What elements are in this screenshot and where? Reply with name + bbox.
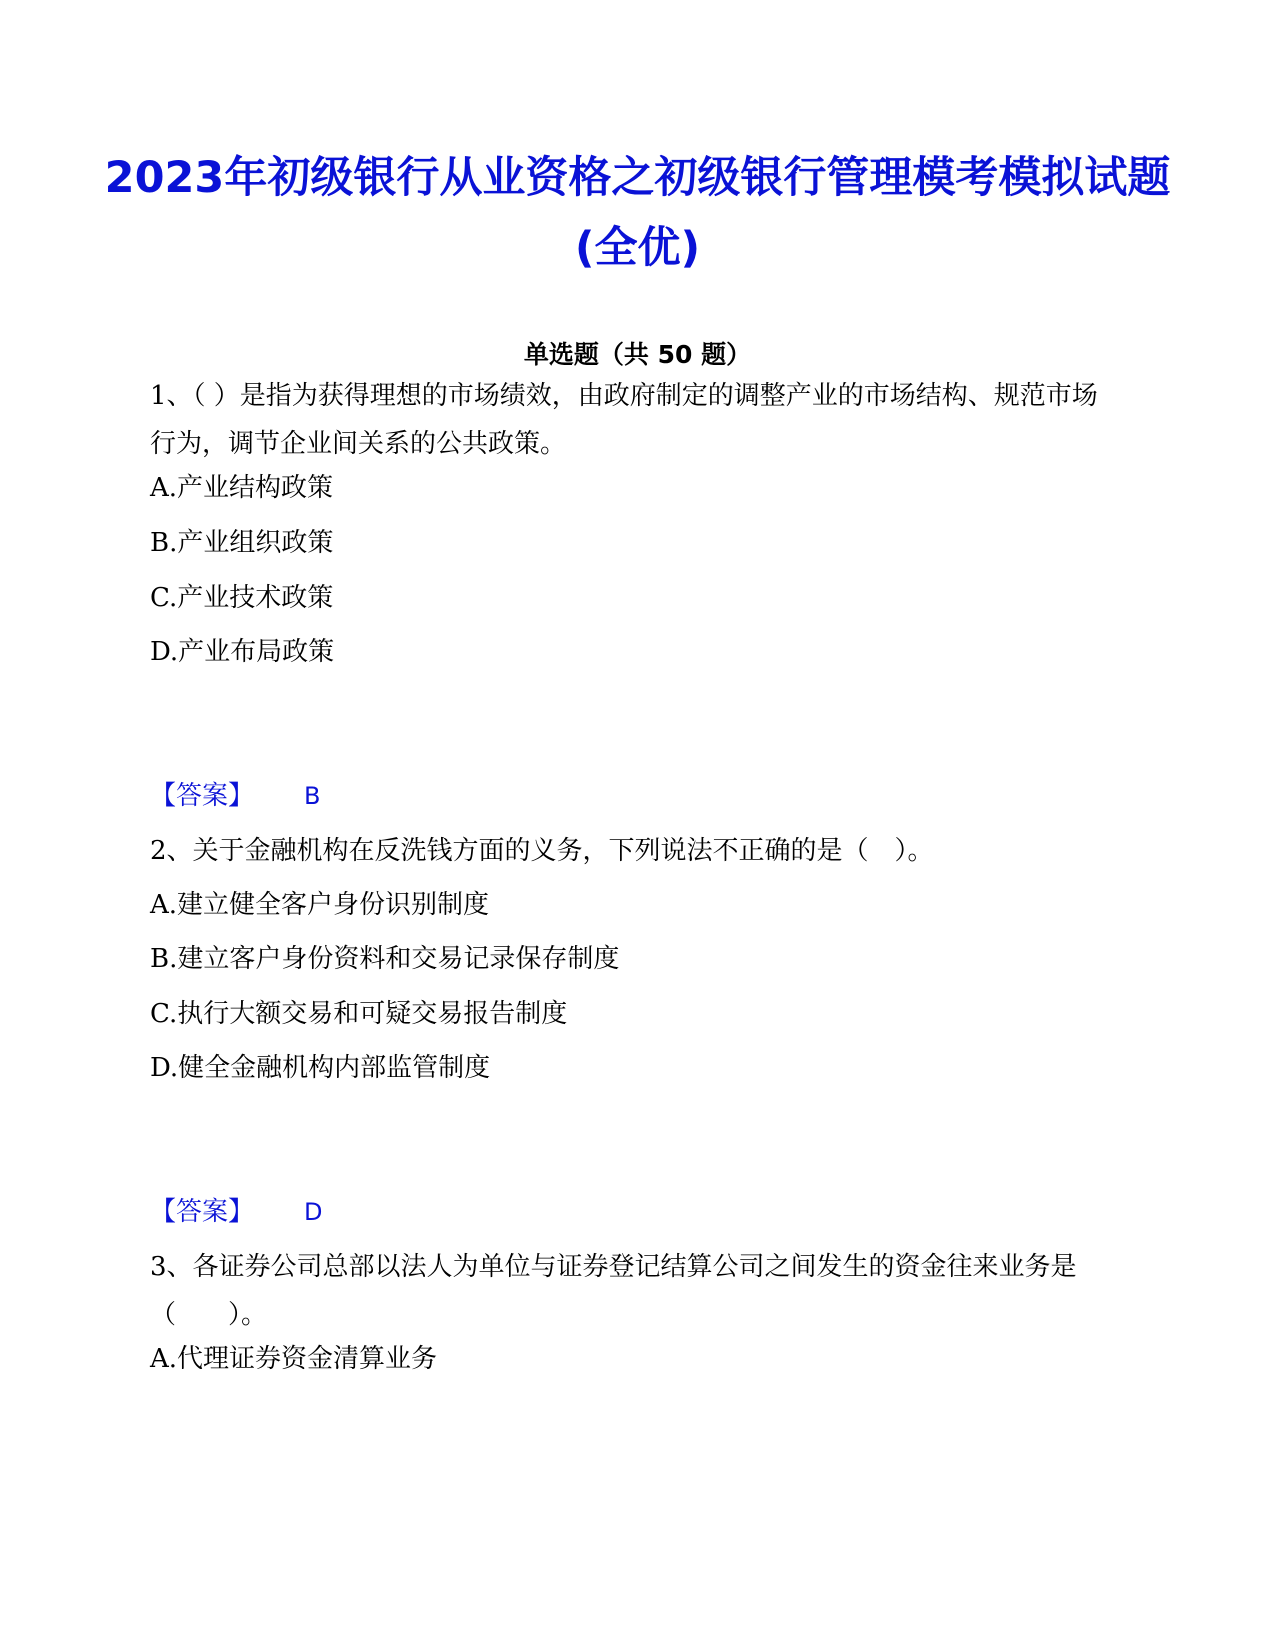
question-2-answer <box>150 1192 323 1232</box>
question-1-option-c: C.产业技术政策 <box>150 583 334 613</box>
answer-value: D <box>304 1198 323 1226</box>
answer-label: 【答案】 <box>150 1197 255 1227</box>
question-1-option-d: D.产业布局政策 <box>150 637 335 667</box>
question-2-stem: 2、关于金融机构在反洗钱方面的义务，下列说法不正确的是（ ）。 <box>150 836 934 866</box>
question-2-option-c: C.执行大额交易和可疑交易报告制度 <box>150 999 568 1029</box>
question-2-option-a: A.建立健全客户身份识别制度 <box>150 890 490 920</box>
question-1-stem: 1、（ ）是指为获得理想的市场绩效，由政府制定的调整产业的市场结构、规范市场行为，调节企业间关系的公共政策。 <box>150 381 1098 459</box>
question-2-option-b: B.建立客户身份资料和交易记录保存制度 <box>150 944 620 974</box>
question-1-option-a: A.产业结构政策 <box>150 473 334 503</box>
question-1-option-b: B.产业组织政策 <box>150 528 334 558</box>
answer-label: 【答案】 <box>150 781 255 811</box>
question-3-option-a: A.代理证券资金清算业务 <box>150 1344 438 1374</box>
section-heading: 单选题（共 50 题） <box>523 340 752 369</box>
page-title: 2023年初级银行从业资格之初级银行管理模考模拟试题(全优) <box>104 153 1171 273</box>
question-3-stem: 3、各证券公司总部以法人为单位与证券登记结算公司之间发生的资金往来业务是（ ）。 <box>150 1252 1077 1330</box>
answer-value: B <box>304 782 321 810</box>
question-2-option-d: D.健全金融机构内部监管制度 <box>150 1053 491 1083</box>
question-1-answer <box>150 776 320 816</box>
